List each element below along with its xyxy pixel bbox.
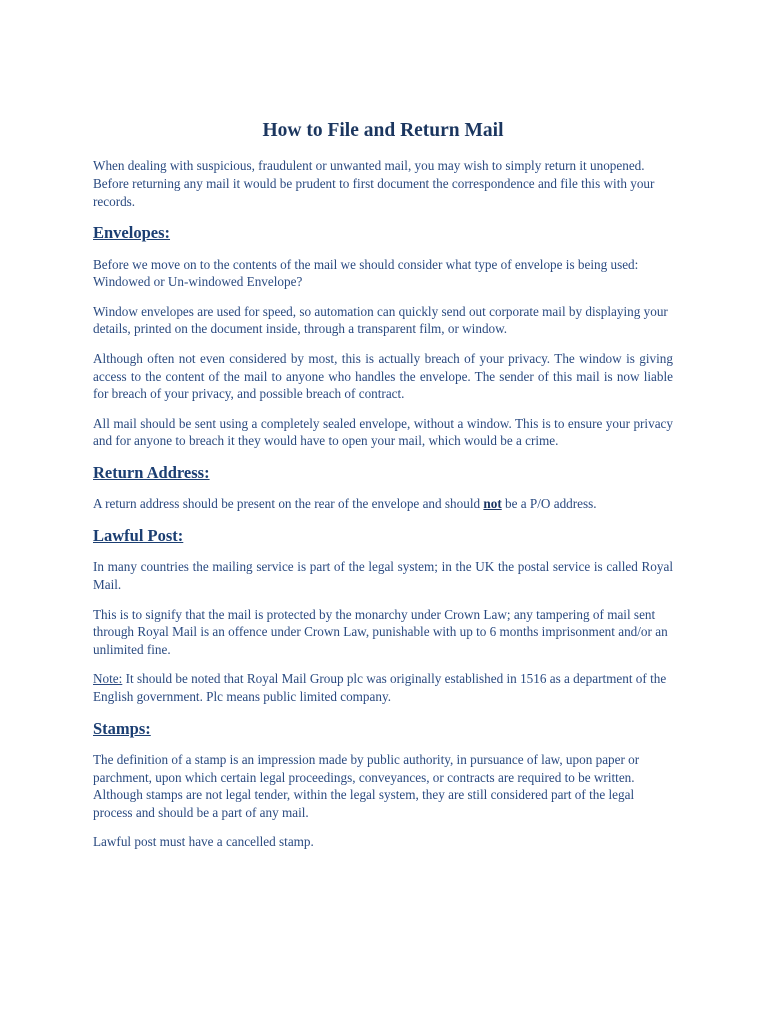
lawful-post-paragraph-2: This is to signify that the mail is protected by the monarchy under Crown Law; any tampering of mail sent through Royal Mail is an offence under Crown Law, punishable with up to 6 months imprisonment and/or an unlimited fine. <box>93 606 668 657</box>
note-text: It should be noted that Royal Mail Group plc was originally established in 1516 as a department of the English government. Plc means public limited company. <box>93 671 667 704</box>
envelopes-heading: Envelopes: <box>93 223 171 243</box>
lawful-post-heading: Lawful Post: <box>93 525 184 545</box>
envelopes-paragraph-2: Window envelopes are used for speed, so automation can quickly send out corporate mail by displaying your details, printed on the document inside, through a transparent film, or window. <box>93 303 668 337</box>
return-address-paragraph <box>93 495 673 513</box>
document-title: How to File and Return Mail <box>262 120 504 141</box>
lawful-post-note <box>93 670 673 705</box>
return-address-text-end: be a P/O address. <box>501 496 597 512</box>
document-body <box>93 118 673 863</box>
return-address-heading: Return Address: <box>93 462 210 482</box>
intro-paragraph: When dealing with suspicious, fraudulent or unwanted mail, you may wish to simply return it unopened. Before returning any mail it would be prudent to first document the correspondence and file this with your records. <box>93 158 655 209</box>
envelopes-paragraph-1: Before we move on to the contents of the mail we should consider what type of envelope is being used: Windowed or Un-windowed Envelope? <box>93 256 639 290</box>
envelopes-paragraph-4: All mail should be sent using a completely sealed envelope, without a window. This is to ensure your privacy and for anyone to breach it they would have to open your mail, which would be a crime. <box>93 415 673 449</box>
return-address-text-start: A return address should be present on the rear of the envelope and should <box>93 496 484 512</box>
stamps-heading: Stamps: <box>93 718 151 738</box>
note-label: Note: <box>93 671 123 687</box>
stamps-paragraph-2: Lawful post must have a cancelled stamp. <box>93 834 314 850</box>
lawful-post-paragraph-1: In many countries the mailing service is part of the legal system; in the UK the postal service is called Royal Mail. <box>93 559 673 592</box>
envelopes-paragraph-3: Although often not even considered by most, this is actually breach of your privacy. The window is giving access to the content of the mail to anyone who handles the envelope. The sender of this mail is now liable for breach of your privacy, and possible breach of contract. <box>93 350 673 402</box>
stamps-paragraph-1: The definition of a stamp is an impression made by public authority, in pursuance of law, upon paper or parchment, upon which certain legal proceedings, conveyances, or contracts are required to be written. Although stamps are not legal tender, within the legal system, they are still considered part of the legal process and should be a part of any mail. <box>93 751 640 820</box>
return-address-emphasis: not <box>483 496 502 512</box>
